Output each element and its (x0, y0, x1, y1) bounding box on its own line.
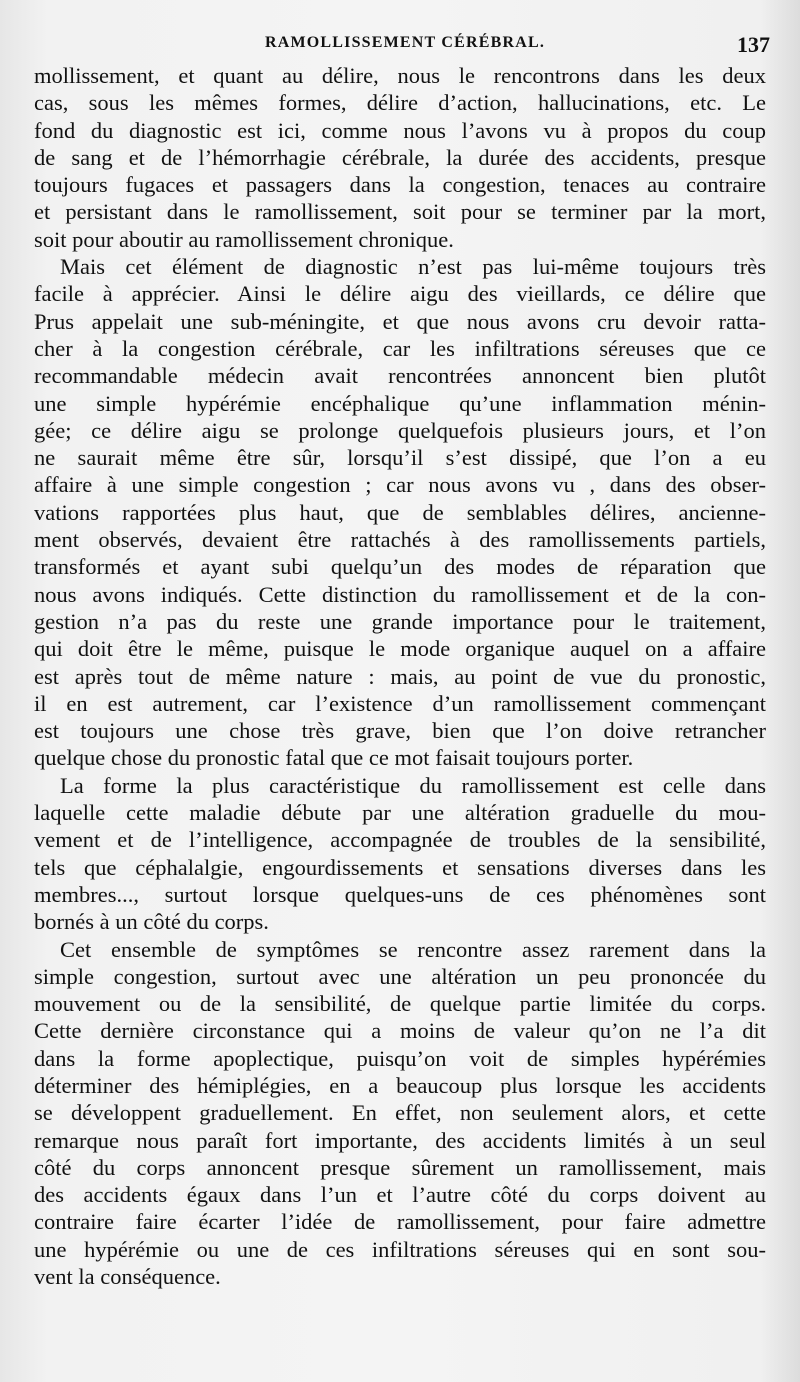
paragraph-4 (34, 936, 766, 1291)
text-line: transformés et ayant subi quelqu’un des modes de réparation que (34, 554, 766, 580)
text-line: ment observés, devaient être rattachés à des ramollissements partiels, (34, 527, 766, 553)
text-line: mollissement, et quant au délire, nous le rencontrons dans les deux (34, 63, 766, 88)
paragraph-3 (34, 772, 766, 936)
text-line: côté du corps annoncent presque sûrement un ramollissement, mais (34, 1154, 766, 1180)
text-line: mouvement ou de la sensibilité, de quelque partie limitée du corps. (34, 991, 766, 1017)
text-line: nous avons indiqués. Cette distinction du ramollissement et de la con- (34, 581, 766, 607)
text-line: dans la forme apoplectique, puisqu’on voit de simples hypérémies (34, 1045, 766, 1071)
text-line: toujours fugaces et passagers dans la congestion, tenaces au contraire (34, 172, 766, 198)
text-line: Mais cet élément de diagnostic n’est pas lui-même toujours très (60, 254, 766, 280)
text-line: tels que céphalalgie, engourdissements et sensations diverses dans les (34, 854, 766, 880)
paragraph-2 (34, 253, 766, 772)
text-line: vement et de l’intelligence, accompagnée de troubles de la sensibilité, (34, 827, 766, 853)
text-line: fond du diagnostic est ici, comme nous l’avons vu à propos du coup (34, 117, 766, 143)
text-line: recommandable médecin avait rencontrées annoncent bien plutôt (34, 363, 766, 389)
text-line: contraire faire écarter l’idée de ramollissement, pour faire admettre (34, 1209, 766, 1235)
text-line: quelque chose du pronostic fatal que ce mot faisait toujours porter. (34, 745, 634, 771)
text-line: gée; ce délire aigu se prolonge quelquefois plusieurs jours, et l’on (34, 417, 766, 443)
text-line: laquelle cette maladie débute par une altération graduelle du mou- (34, 800, 766, 826)
text-line: déterminer des hémiplégies, en a beaucoup plus lorsque les accidents (34, 1072, 766, 1098)
text-line: de sang et de l’hémorrhagie cérébrale, la durée des accidents, presque (34, 144, 766, 170)
text-line: et persistant dans le ramollissement, soit pour se terminer par la mort, (34, 199, 766, 225)
running-head: RAMOLLISSEMENT CÉRÉBRAL. (264, 34, 546, 51)
text-line: une hypérémie ou une de ces infiltrations séreuses qui en sont sou- (34, 1236, 766, 1262)
text-line: gestion n’a pas du reste une grande importance pour le traitement, (34, 608, 766, 634)
paragraph-1 (34, 62, 766, 253)
page-header (40, 26, 770, 66)
text-line: est après tout de même nature : mais, au point de vue du pronostic, (34, 663, 766, 689)
text-line: est toujours une chose très grave, bien que l’on doive retrancher (34, 718, 766, 744)
text-line: soit pour aboutir au ramollissement chronique. (34, 226, 454, 252)
page-number: 137 (737, 32, 770, 57)
text-line: Cette dernière circonstance qui a moins de valeur qu’on ne l’a dit (34, 1018, 766, 1044)
text-line: se développent graduellement. En effet, non seulement alors, et cette (34, 1100, 766, 1126)
text-line: affaire à une simple congestion ; car nous avons vu , dans des obser- (34, 472, 766, 498)
text-line: membres..., surtout lorsque quelques-uns de ces phénomènes sont (34, 881, 766, 907)
text-line: La forme la plus caractéristique du ramollissement est celle dans (60, 772, 766, 798)
text-line: remarque nous paraît fort importante, des accidents limités à un seul (34, 1127, 766, 1153)
text-line: Prus appelait une sub-méningite, et que nous avons cru devoir ratta- (34, 308, 766, 334)
text-line: ne saurait même être sûr, lorsqu’il s’est dissipé, que l’on a eu (34, 445, 766, 471)
text-line: il en est autrement, car l’existence d’un ramollissement commençant (34, 690, 766, 716)
text-line: des accidents égaux dans l’un et l’autre côté du corps doivent au (34, 1182, 766, 1208)
text-line: qui doit être le même, puisque le mode organique auquel on a affaire (34, 636, 766, 662)
text-line: Cet ensemble de symptômes se rencontre assez rarement dans la (60, 936, 766, 962)
text-line: facile à apprécier. Ainsi le délire aigu des vieillards, ce délire que (34, 281, 766, 307)
body-text (34, 62, 766, 1290)
text-line: vent la conséquence. (34, 1264, 221, 1290)
text-line: cas, sous les mêmes formes, délire d’action, hallucinations, etc. Le (34, 90, 766, 116)
text-line: une simple hypérémie encéphalique qu’une inflammation ménin- (34, 390, 766, 416)
text-line: cher à la congestion cérébrale, car les infiltrations séreuses que ce (34, 335, 766, 361)
text-line: simple congestion, surtout avec une altération un peu prononcée du (34, 963, 766, 989)
text-line: vations rapportées plus haut, que de semblables délires, ancienne- (34, 499, 766, 525)
text-line: bornés à un côté du corps. (34, 909, 269, 935)
